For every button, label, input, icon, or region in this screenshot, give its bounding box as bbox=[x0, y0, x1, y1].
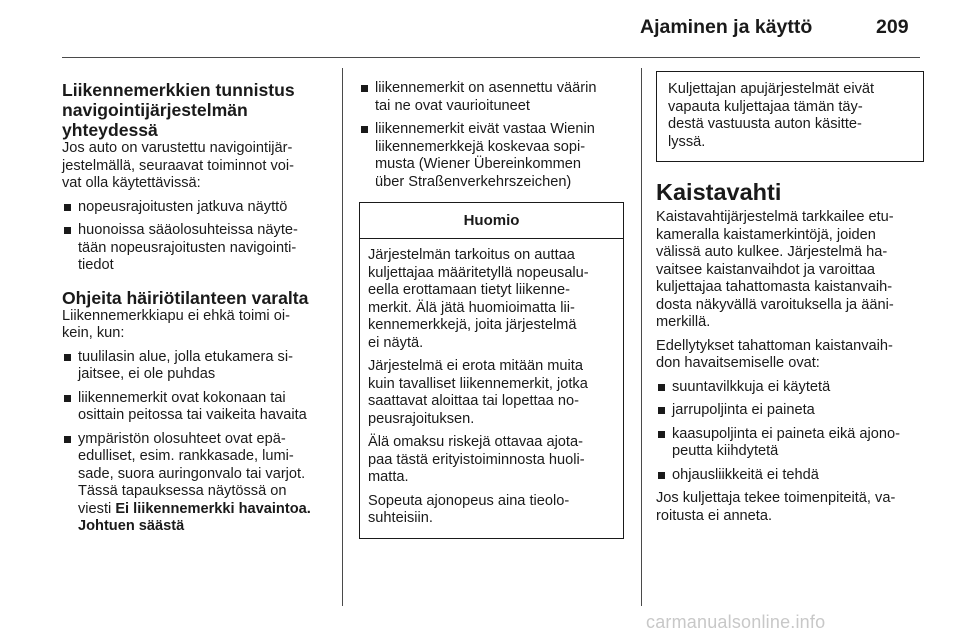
text-line: Järjestelmän tarkoitus on auttaa bbox=[368, 247, 575, 263]
text-line: roitusta ei anneta. bbox=[656, 507, 773, 524]
header-rule bbox=[62, 57, 920, 58]
text-line: tuulilasin alue, jolla etukamera si- bbox=[78, 348, 293, 365]
note-paragraph bbox=[368, 493, 615, 528]
text-line: eella erottamaan tietyt liikenne- bbox=[368, 282, 570, 298]
list-item bbox=[62, 431, 334, 536]
text-line: merkillä. bbox=[656, 314, 711, 330]
text-line: lyssä. bbox=[668, 133, 706, 150]
section-heading-traffic-sign-navigation bbox=[62, 80, 334, 140]
text-line: Edellytykset tahattoman kaistanvaih- bbox=[656, 337, 893, 354]
text-line: liikennemerkit on asennettu väärin bbox=[375, 80, 597, 96]
conditions-list bbox=[656, 379, 924, 485]
list-item bbox=[656, 402, 924, 420]
text-line: kennemerkkejä, joita järjestelmä bbox=[368, 317, 577, 333]
text-line: tiedot bbox=[78, 257, 114, 273]
list-item bbox=[62, 222, 334, 275]
text-line: Sopeuta ajonopeus aina tieolo- bbox=[368, 492, 570, 509]
text-line bbox=[78, 501, 334, 519]
text-line: dosta näkyvällä varoituksella ja ääni- bbox=[656, 296, 894, 313]
text-line: jaitsee, ei ole puhdas bbox=[78, 366, 216, 382]
text-line: jestelmällä, seuraavat toiminnot voi- bbox=[62, 157, 294, 174]
troubleshooting-list bbox=[62, 349, 334, 536]
feature-list bbox=[62, 199, 334, 275]
text-line: suuntavilkkuja ei käytetä bbox=[672, 378, 831, 395]
list-item bbox=[656, 467, 924, 485]
note-body bbox=[360, 239, 623, 538]
text-line: musta (Wiener Übereinkommen bbox=[375, 156, 582, 172]
column-2 bbox=[359, 80, 624, 539]
text-line: liikennemerkkejä koskevaa sopi- bbox=[375, 138, 586, 155]
text-line: kuljettajaa tahattomasta kaistanvaih- bbox=[656, 279, 893, 295]
text-line: sade, suora auringonvalo tai varjot. bbox=[78, 465, 306, 482]
text-line: edulliset, esim. rankkasade, lumi- bbox=[78, 448, 294, 464]
list-item bbox=[359, 80, 624, 115]
text-line: Tässä tapauksessa näytössä on bbox=[78, 483, 287, 499]
text-line: saattavat aloittaa tai lopettaa no- bbox=[368, 393, 579, 409]
text-line: huonoissa sääolosuhteissa näyte- bbox=[78, 222, 298, 238]
column-divider-1 bbox=[342, 68, 343, 606]
page-header-title: Ajaminen ja käyttö bbox=[640, 16, 813, 38]
limitation-list bbox=[359, 80, 624, 191]
list-item bbox=[359, 121, 624, 191]
heading-line: navigointijärjestelmän bbox=[62, 100, 248, 120]
troubleshooting-intro bbox=[62, 308, 334, 343]
text-line: suhteisiin. bbox=[368, 510, 433, 526]
column-1 bbox=[62, 80, 334, 536]
text-line: kuljettajaa määritetyllä nopeusalu- bbox=[368, 264, 589, 281]
warning-note-box bbox=[359, 202, 624, 539]
no-warning-paragraph bbox=[656, 490, 924, 525]
text-line: tään nopeusrajoitusten navigointi- bbox=[78, 239, 297, 256]
text-line: Kaistavahtijärjestelmä tarkkailee etu- bbox=[656, 209, 894, 225]
column-divider-2 bbox=[641, 68, 642, 606]
heading-line: yhteydessä bbox=[62, 120, 158, 140]
list-item bbox=[62, 199, 334, 217]
note-paragraph bbox=[368, 247, 615, 352]
text-line: Jos auto on varustettu navigointijär- bbox=[62, 140, 293, 156]
text-line: jarrupoljinta ei paineta bbox=[672, 402, 815, 418]
page-number: 209 bbox=[876, 16, 909, 38]
text-line: matta. bbox=[368, 469, 409, 485]
text-line: vaitsee kaistanvaihdot ja varoittaa bbox=[656, 261, 876, 278]
text-line: liikennemerkit ovat kokonaan tai bbox=[78, 389, 286, 406]
lane-assist-description bbox=[656, 209, 924, 332]
text-line: kaasupoljinta ei paineta eikä ajono- bbox=[672, 425, 900, 442]
text-line: merkit. Älä jätä huomioimatta lii- bbox=[368, 299, 575, 316]
intro-paragraph bbox=[62, 140, 334, 193]
watermark: carmanualsonline.info bbox=[646, 612, 826, 632]
note-paragraph bbox=[368, 358, 615, 428]
text-line: nopeusrajoitusten jatkuva näyttö bbox=[78, 198, 288, 215]
text-line: Älä omaksu riskejä ottavaa ajota- bbox=[368, 434, 583, 450]
text-line: ympäristön olosuhteet ovat epä- bbox=[78, 430, 286, 447]
text-line: kameralla kaistamerkintöjä, joiden bbox=[656, 226, 876, 243]
note-paragraph bbox=[368, 434, 615, 487]
text-line: paa tästä erityistoiminnosta huoli- bbox=[368, 451, 585, 468]
list-item bbox=[656, 426, 924, 461]
text-line: tai ne ovat vaurioituneet bbox=[375, 97, 530, 114]
text-line: kuin tavalliset liikennemerkit, jotka bbox=[368, 375, 588, 392]
section-heading-troubleshooting: Ohjeita häiriötilanteen varalta bbox=[62, 287, 309, 308]
text-line: osittain peitossa tai vaikeita havaita bbox=[78, 407, 307, 423]
text-line: vat olla käytettävissä: bbox=[62, 175, 201, 191]
text-line: peusrajoituksen. bbox=[368, 410, 475, 427]
heading-line: Liikennemerkkien tunnistus bbox=[62, 80, 295, 100]
text-line: destä vastuusta auton käsitte- bbox=[668, 116, 862, 132]
conditions-intro bbox=[656, 338, 924, 373]
list-item bbox=[62, 349, 334, 384]
column-3 bbox=[656, 80, 924, 525]
list-item bbox=[62, 390, 334, 425]
text-line: peutta kiihdytetä bbox=[672, 443, 779, 459]
message-prefix: viesti bbox=[78, 500, 116, 517]
text-line: Liikennemerkkiapu ei ehkä toimi oi- bbox=[62, 307, 290, 324]
text-line: über Straßenverkehrszeichen) bbox=[375, 173, 572, 190]
text-line: Kuljettajan apujärjestelmät eivät bbox=[668, 81, 875, 97]
text-line: vapauta kuljettajaa tämän täy- bbox=[668, 98, 863, 115]
section-heading-lane-assist: Kaistavahti bbox=[656, 179, 782, 205]
text-line: Järjestelmä ei erota mitään muita bbox=[368, 358, 583, 374]
list-item bbox=[656, 379, 924, 397]
text-line: don havaitsemiselle ovat: bbox=[656, 355, 820, 371]
display-message: Ei liikennemerkki havaintoa. bbox=[115, 500, 311, 517]
text-line: ohjausliikkeitä ei tehdä bbox=[672, 466, 819, 483]
text-line: Jos kuljettaja tekee toimenpiteitä, va- bbox=[656, 490, 896, 506]
text-line: liikennemerkit eivät vastaa Wienin bbox=[375, 121, 595, 137]
text-line: välissä auto kulkee. Järjestelmä ha- bbox=[656, 244, 888, 260]
text-line: kein, kun: bbox=[62, 325, 125, 341]
display-message-cont: Johtuen säästä bbox=[78, 518, 185, 534]
note-title: Huomio bbox=[360, 203, 623, 239]
text-line: ei näytä. bbox=[368, 334, 424, 351]
info-box bbox=[656, 71, 924, 162]
